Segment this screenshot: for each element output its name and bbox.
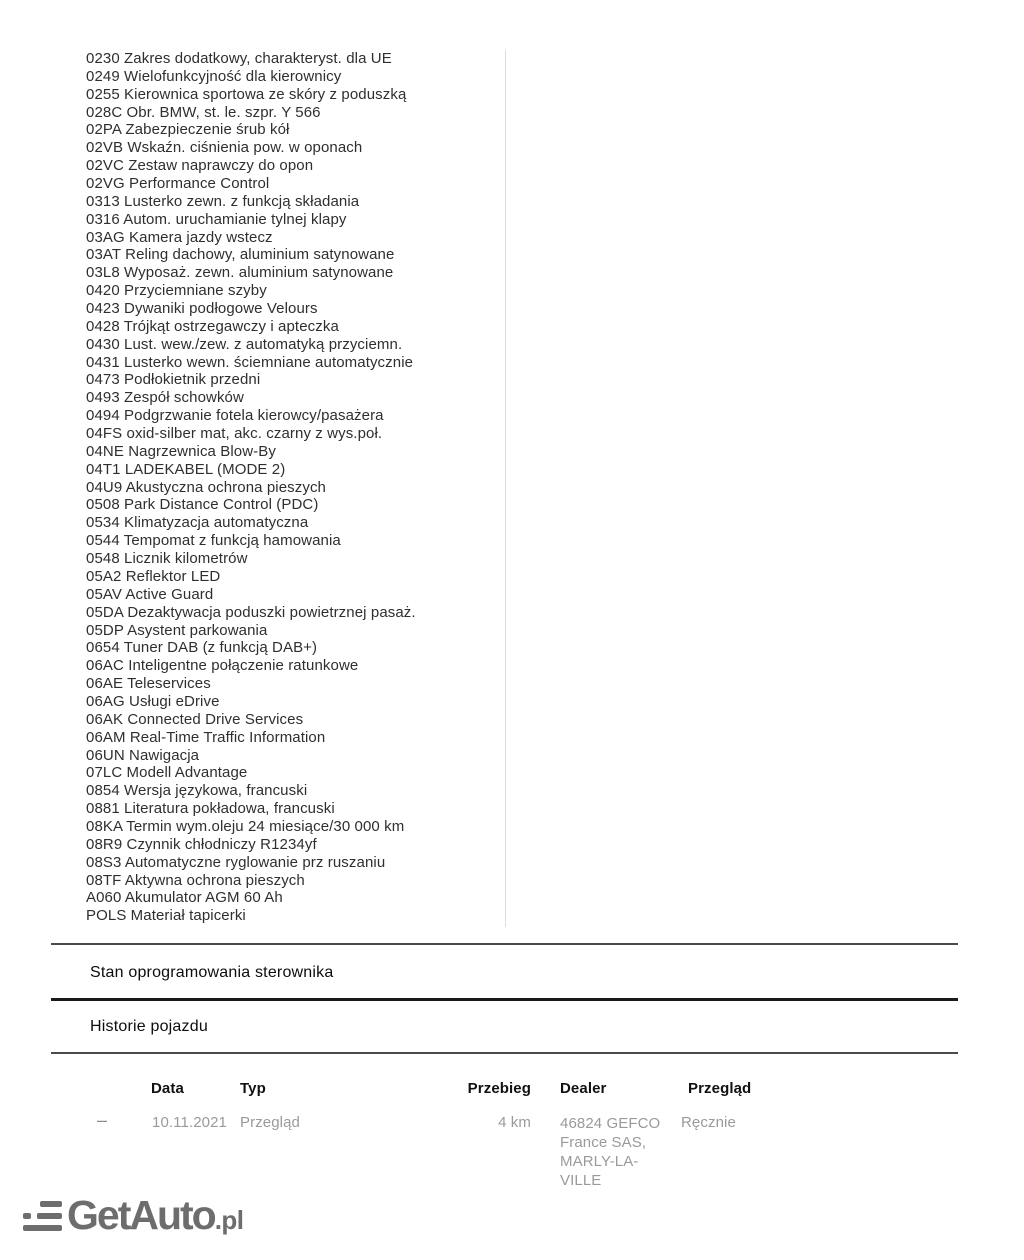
option-line: 06AG Usługi eDrive: [86, 692, 220, 710]
column-header-przeglad: Przegląd: [688, 1080, 752, 1097]
option-line: 0473 Podłokietnik przedni: [86, 371, 261, 389]
option-line: 06UN Nawigacja: [86, 746, 200, 764]
option-line: 04T1 LADEKABEL (MODE 2): [86, 460, 286, 478]
option-line: 0316 Autom. uruchamianie tylnej klapy: [86, 210, 347, 228]
option-line: 0430 Lust. wew./zew. z automatyką przyciemn.: [86, 335, 403, 353]
option-line: 028C Obr. BMW, st. le. szpr. Y 566: [86, 103, 321, 121]
row-collapse-toggle[interactable]: –: [97, 1110, 108, 1130]
option-line: 0493 Zespół schowków: [86, 389, 244, 407]
option-line: 0508 Park Distance Control (PDC): [86, 496, 319, 514]
option-line: 02VC Zestaw naprawczy do opon: [86, 157, 314, 175]
option-line: 05A2 Reflektor LED: [86, 567, 221, 585]
option-line: 02VB Wskaźn. ciśnienia pow. w oponach: [86, 139, 363, 157]
logo-text: GetAuto: [67, 1192, 215, 1238]
cell-inspection: Ręcznie: [681, 1114, 736, 1131]
option-line: 06AM Real-Time Traffic Information: [86, 728, 326, 746]
section-rule-middle: [51, 998, 958, 1001]
option-line: 08TF Aktywna ochrona pieszych: [86, 871, 305, 889]
option-line: 0654 Tuner DAB (z funkcją DAB+): [86, 639, 318, 657]
option-line: 04NE Nagrzewnica Blow-By: [86, 442, 276, 460]
getauto-logo[interactable]: [23, 1192, 244, 1238]
option-line: 0230 Zakres dodatkowy, charakteryst. dla UE: [86, 50, 392, 67]
option-line: 05DA Dezaktywacja poduszki powietrznej pasaż.: [86, 603, 416, 621]
section-software-status[interactable]: Stan oprogramowania sterownika: [90, 964, 334, 981]
cell-mileage: 4 km: [498, 1114, 531, 1131]
logo-suffix: .pl: [214, 1205, 244, 1235]
cell-date: 10.11.2021: [152, 1114, 227, 1131]
section-rule-bottom: [51, 1052, 958, 1054]
column-header-typ: Typ: [240, 1080, 266, 1097]
equipment-options-list: [86, 50, 416, 925]
option-line: 0494 Podgrzwanie fotela kierowcy/pasażera: [86, 407, 384, 425]
option-line: 03AT Reling dachowy, aluminium satynowane: [86, 246, 395, 264]
option-line: 04U9 Akustyczna ochrona pieszych: [86, 478, 326, 496]
option-line: 0249 Wielofunkcyjność dla kierownicy: [86, 67, 342, 85]
option-line: POLS Materiał tapicerki: [86, 907, 246, 925]
option-line: 05AV Active Guard: [86, 585, 214, 603]
getauto-logo-icon: [23, 1199, 62, 1233]
column-header-przebieg: Przebieg: [467, 1080, 531, 1097]
option-line: 03AG Kamera jazdy wstecz: [86, 228, 273, 246]
option-line: 0428 Trójkąt ostrzegawczy i apteczka: [86, 317, 339, 335]
cell-type: Przegląd: [240, 1114, 301, 1131]
option-line: 0881 Literatura pokładowa, francuski: [86, 800, 335, 818]
section-vehicle-history[interactable]: Historie pojazdu: [90, 1018, 208, 1035]
option-line: 0420 Przyciemniane szyby: [86, 282, 267, 300]
option-line: 02PA Zabezpieczenie śrub kół: [86, 121, 290, 139]
option-line: 03L8 Wyposaż. zewn. aluminium satynowane: [86, 264, 394, 282]
cell-dealer: 46824 GEFCO France SAS, MARLY-LA-VILLE: [560, 1115, 661, 1189]
getauto-wordmark: [67, 1192, 244, 1238]
option-line: 0431 Lusterko wewn. ściemniane automatycznie: [86, 353, 414, 371]
option-line: 08KA Termin wym.oleju 24 miesiące/30 000 km: [86, 817, 405, 835]
option-line: 0534 Klimatyzacja automatyczna: [86, 514, 309, 532]
option-line: A060 Akumulator AGM 60 Ah: [86, 889, 283, 907]
option-line: 07LC Modell Advantage: [86, 764, 248, 782]
column-divider: [505, 50, 506, 927]
option-line: 06AK Connected Drive Services: [86, 710, 304, 728]
option-line: 08S3 Automatyczne ryglowanie prz ruszaniu: [86, 853, 386, 871]
column-header-data: Data: [151, 1080, 184, 1097]
option-line: 04FS oxid-silber mat, akc. czarny z wys.poł.: [86, 425, 383, 443]
option-line: 0544 Tempomat z funkcją hamowania: [86, 532, 341, 550]
option-line: 02VG Performance Control: [86, 175, 270, 193]
column-header-dealer: Dealer: [560, 1080, 607, 1097]
option-line: 0313 Lusterko zewn. z funkcją składania: [86, 192, 360, 210]
option-line: 0548 Licznik kilometrów: [86, 550, 248, 568]
option-line: 08R9 Czynnik chłodniczy R1234yf: [86, 835, 317, 853]
section-rule-top: [51, 943, 958, 945]
option-line: 0423 Dywaniki podłogowe Velours: [86, 300, 318, 318]
option-line: 06AE Teleservices: [86, 675, 211, 693]
option-line: 05DP Asystent parkowania: [86, 621, 268, 639]
option-line: 0255 Kierownica sportowa ze skóry z poduszką: [86, 85, 407, 103]
option-line: 06AC Inteligentne połączenie ratunkowe: [86, 657, 359, 675]
option-line: 0854 Wersja językowa, francuski: [86, 782, 308, 800]
